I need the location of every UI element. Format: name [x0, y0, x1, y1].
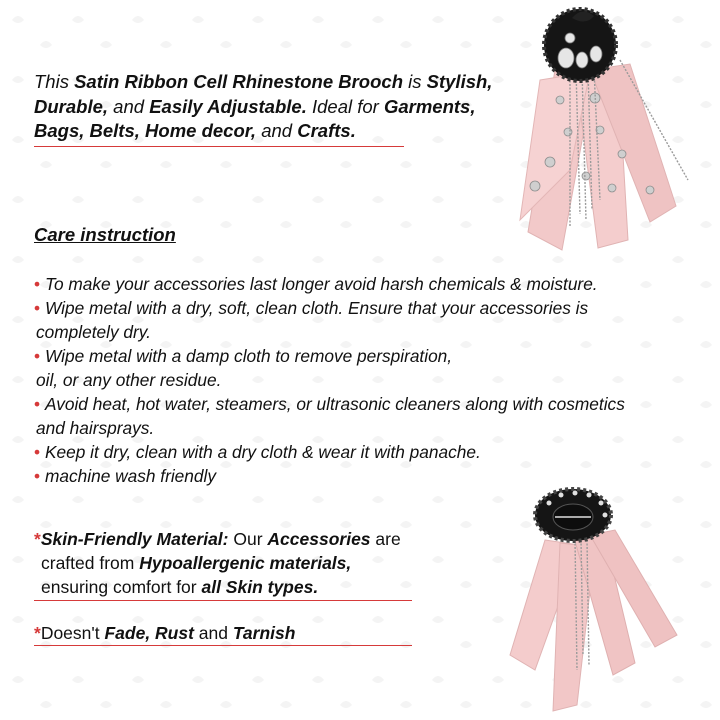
brooch-image-top	[500, 0, 710, 260]
care-list	[34, 272, 674, 488]
fade-underline	[34, 645, 412, 646]
care-item: • Wipe metal with a dry, soft, clean cloth. Ensure that your accessories is completely dry.	[34, 296, 674, 344]
care-item: • Avoid heat, hot water, steamers, or ultrasonic cleaners along with cosmetics and hairsprays.	[34, 392, 674, 440]
care-item: • Keep it dry, clean with a dry cloth & wear it with panache.	[34, 440, 674, 464]
skin-friendly-note: *Skin-Friendly Material: Our Accessories are crafted from Hypoallergenic materials, ensuring comfort for all Skin types.	[34, 529, 401, 597]
care-item: • Wipe metal with a damp cloth to remove perspiration, oil, or any other residue.	[34, 344, 674, 392]
no-fade-note: *Doesn't Fade, Rust and Tarnish	[34, 623, 296, 643]
care-item: • machine wash friendly	[34, 464, 674, 488]
intro-underline	[34, 146, 404, 147]
care-title: Care instruction	[34, 224, 176, 245]
intro-paragraph: This Satin Ribbon Cell Rhinestone Brooch is Stylish, Durable, and Easily Adjustable. Ideal for Garments, Bags, Belts, Home decor, and Crafts.	[34, 71, 493, 141]
care-item: • To make your accessories last longer avoid harsh chemicals & moisture.	[34, 272, 674, 296]
brooch-image-bottom	[505, 485, 710, 715]
skin-underline	[34, 600, 412, 601]
